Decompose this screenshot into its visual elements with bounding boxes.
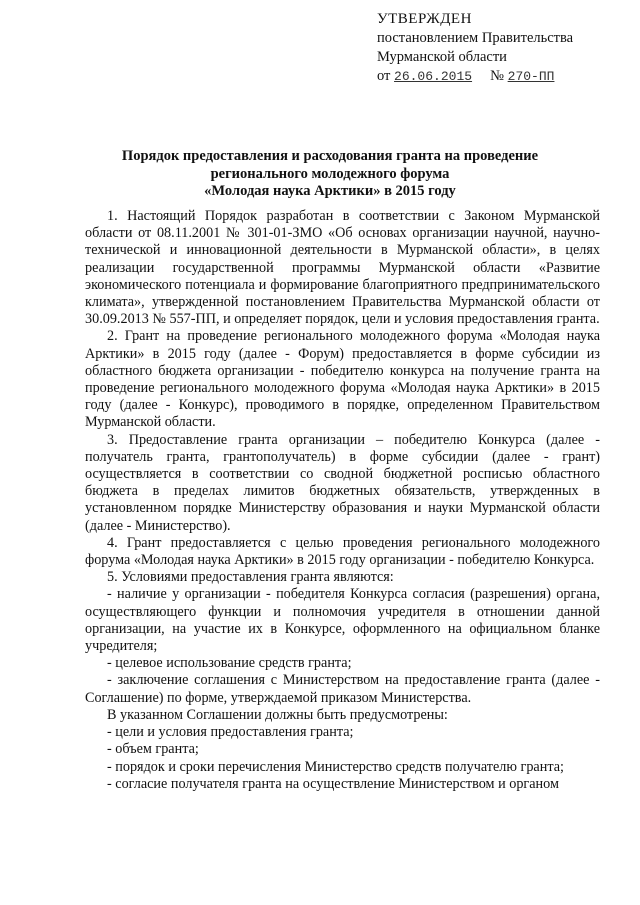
- approval-date-row: [377, 67, 627, 86]
- title-line-3: «Молодая наука Арктики» в 2015 году: [204, 183, 456, 199]
- condition-1: - наличие у организации - победителя Конкурса согласия (разрешения) органа, осуществляющего функции и полномочия учредителя в отношении данной организации, на участие их в Конкурсе, оформленного на официальном бланке учредителя;: [85, 586, 600, 655]
- agreement-item-3: - порядок и сроки перечисления Министерство средств получателю гранта;: [107, 758, 564, 775]
- approval-number: 270-ПП: [507, 69, 555, 84]
- title-line-1: Порядок предоставления и расходования гранта на проведение: [121, 148, 539, 164]
- condition-3: - заключение соглашения с Министерством на предоставление гранта (далее - Соглашение) по форме, утверждаемой приказом Министерства.: [85, 672, 600, 706]
- approval-date: 26.06.2015: [394, 69, 473, 84]
- agreement-item-2: - объем гранта;: [107, 741, 199, 758]
- paragraph-3: 3. Предоставление гранта организации – победителю Конкурса (далее - получатель гранта, грантополучатель) в форме субсидии (далее - грант) осуществляется в соответствии со сводной бюджетной росписью областного бюджета в пределах лимитов бюджетных обязательств, утвержденных в установленном порядке Министерству образования и науки Мурманской области (далее - Министерство).: [85, 431, 600, 534]
- condition-2: - целевое использование средств гранта;: [107, 655, 352, 672]
- approval-line-1: постановлением Правительства: [377, 30, 574, 46]
- title-line-2: регионального молодежного форума: [210, 165, 450, 182]
- agreement-intro: В указанном Соглашении должны быть предусмотрены:: [107, 706, 448, 723]
- approval-stamp: [377, 10, 627, 86]
- approval-line-2: Мурманской области: [377, 49, 507, 65]
- paragraph-1: 1. Настоящий Порядок разработан в соответствии с Законом Мурманской области от 08.11.2001 № 301-01-ЗМО «Об основах организации научной, научно-технической и инновационной деятельности в Мурманской области», в целях реализации государственной программы Мурманской области «Развитие экономического потенциала и формирование благоприятного предпринимательского климата», утвержденной постановлением Правительства Мурманской области от 30.09.2013 № 557-ПП, и определяет порядок, цели и условия предоставления гранта.: [85, 208, 600, 328]
- paragraph-4: 4. Грант предоставляется с целью проведения регионального молодежного форума «Молодая наука Арктики» в 2015 году организации - победителю Конкурса.: [85, 534, 600, 569]
- agreement-item-1: - цели и условия предоставления гранта;: [107, 724, 354, 741]
- agreement-item-4: - согласие получателя гранта на осуществление Министерством и органом: [107, 775, 559, 792]
- document-title: [80, 148, 580, 201]
- paragraph-5: 5. Условиями предоставления гранта являются:: [107, 569, 394, 586]
- from-label: от: [377, 68, 391, 84]
- number-label: №: [490, 68, 505, 84]
- approval-heading: УТВЕРЖДЕН: [377, 11, 472, 27]
- document-body: [85, 208, 600, 793]
- paragraph-2: 2. Грант на проведение регионального молодежного форума «Молодая наука Арктики» в 2015 году (далее - Форум) предоставляется в форме субсидии из областного бюджета организации - победителю конкурса на получение гранта на проведение регионального молодежного форума «Молодая наука Арктики» в 2015 году (далее - Конкурс), проводимого в порядке, определенном Правительством Мурманской области.: [85, 328, 600, 431]
